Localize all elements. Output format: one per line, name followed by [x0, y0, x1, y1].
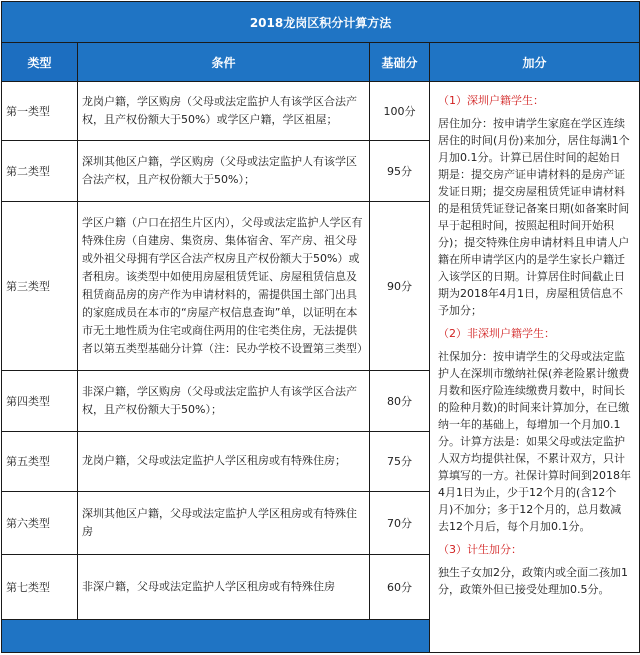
- condition-cell: 龙岗户籍，父母或法定监护人学区租房或有特殊住房；: [78, 432, 370, 491]
- footer-bar: [2, 620, 430, 653]
- bonus-section-title: （2）非深圳户籍学生：: [438, 327, 555, 341]
- header-row: [2, 43, 640, 82]
- score-table: [1, 1, 640, 653]
- condition-cell: 学区户籍（户口在招生片区内），父母或法定监护人学区有特殊住房（自建房、集资房、集体宿舍、军产房、祖父母或外祖父母拥有学区合法产权房且产权份额大于50%）或者租房。该类型中如使用房屋租赁凭证、房屋租赁信息及租赁商品房的房产作为申请材料的，需提供国土部门出具的家庭成员在本市的“房屋产权信息查询”单，以证明在本市无土地性质为住宅或商住两用的住宅类住房，无法提供者以第五类型基础分计算（注：民办学校不设置第三类型）: [78, 202, 370, 371]
- bonus-section-title: （3）计生加分：: [438, 543, 522, 557]
- table-title: 2018龙岗区积分计算方法: [2, 2, 640, 43]
- condition-cell: 深圳其他区户籍，学区购房（父母或法定监护人有该学区合法产权，且产权份额大于50%）；: [78, 141, 370, 202]
- header-score: 基础分: [370, 43, 430, 82]
- bonus-section-text: 居住加分：按申请学生家庭在学区连续居住的时间(月份)来加分，居住每满1个月加0.1分。计算已居住时间的起始日期是：提交房产证申请材料的是房产证发证日期；提交房屋租赁凭证申请材料的是租赁凭证登记备案日期(如备案时间早于起租时间，按照起租时间开始积分)；提交特殊住房申请材料且申请人户籍在所申请学区内的是学生家长户籍迁入该学区的日期。计算居住时间截止日期为2018年4月1日，房屋租赁信息不予加分；: [438, 117, 630, 318]
- type-cell: 第一类型: [2, 82, 78, 141]
- condition-cell: 非深户籍，学区购房（父母或法定监护人有该学区合法产权，且产权份额大于50%）；: [78, 371, 370, 432]
- header-condition: 条件: [78, 43, 370, 82]
- score-cell: 70分: [370, 491, 430, 554]
- table-row: [2, 82, 640, 141]
- title-row: [2, 2, 640, 43]
- header-bonus: 加分: [430, 43, 640, 82]
- score-cell: 80分: [370, 371, 430, 432]
- score-cell: 75分: [370, 432, 430, 491]
- condition-cell: 深圳其他区户籍，父母或法定监护人学区租房或有特殊住房: [78, 491, 370, 554]
- condition-cell: 龙岗户籍，学区购房（父母或法定监护人有该学区合法产权，且产权份额大于50%）或学区户籍，学区祖屋；: [78, 82, 370, 141]
- condition-cell: 非深户籍，父母或法定监护人学区租房或有特殊住房: [78, 554, 370, 619]
- type-cell: 第二类型: [2, 141, 78, 202]
- type-cell: 第三类型: [2, 202, 78, 371]
- score-cell: 100分: [370, 82, 430, 141]
- score-cell: 95分: [370, 141, 430, 202]
- score-cell: 90分: [370, 202, 430, 371]
- header-type: 类型: [2, 43, 78, 82]
- type-cell: 第六类型: [2, 491, 78, 554]
- bonus-cell: [430, 82, 640, 653]
- type-cell: 第七类型: [2, 554, 78, 619]
- bonus-section-text: 独生子女加2分，政策内或全面二孩加1分，政策外但已接受处理加0.5分。: [438, 566, 628, 597]
- bonus-section-title: （1）深圳户籍学生：: [438, 94, 544, 108]
- type-cell: 第四类型: [2, 371, 78, 432]
- type-cell: 第五类型: [2, 432, 78, 491]
- score-cell: 60分: [370, 554, 430, 619]
- bonus-section-text: 社保加分：按申请学生的父母或法定监护人在深圳市缴纳社保(养老险累计缴费月数和医疗险连续缴费月数中，时间长的险种月数)的时间来计算加分，在已缴纳一年的基础上，每增加一个月加0.1分。计算方法是：如果父母或法定监护人双方均提供社保，不累计双方，只计算填写的一方。社保计算时间到2018年4月1日为止，少于12个月的(含12个月)不加分；多于12个月的，总月数减去12个月后，每个月加0.1分。: [438, 350, 631, 534]
